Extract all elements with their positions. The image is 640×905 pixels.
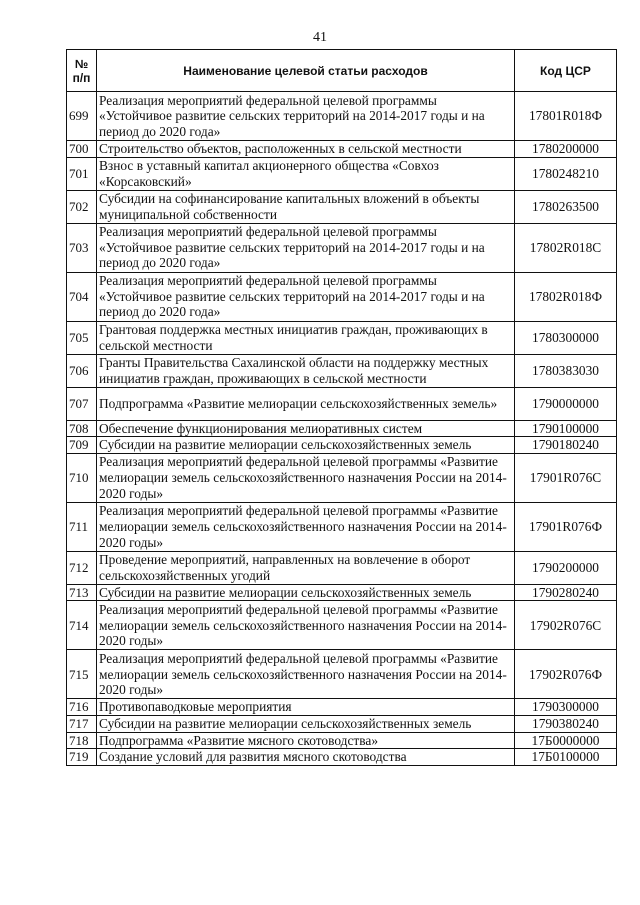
row-code: 17Б0100000: [515, 749, 617, 766]
row-number: 713: [67, 584, 97, 601]
row-name: Гранты Правительства Сахалинской области на поддержку местных инициатив граждан, проживающих в сельской местности: [97, 354, 515, 387]
header-number: № п/п: [67, 50, 97, 92]
table-row: [67, 749, 617, 766]
row-name: Реализация мероприятий федеральной целевой программы «Развитие мелиорации земель сельскохозяйственного назначения России на 2014-2020 годы»: [97, 601, 515, 650]
row-code: 1790000000: [515, 387, 617, 420]
page-number: 41: [313, 30, 327, 45]
row-code: 17902R076Ф: [515, 650, 617, 699]
row-code: 1780300000: [515, 321, 617, 354]
row-number: 705: [67, 321, 97, 354]
row-code: 1780200000: [515, 141, 617, 158]
row-code: 17802R018Ф: [515, 272, 617, 321]
row-number: 715: [67, 650, 97, 699]
row-name: Подпрограмма «Развитие мясного скотоводства»: [97, 732, 515, 749]
row-code: 1780248210: [515, 157, 617, 190]
table-row: [67, 272, 617, 321]
row-number: 716: [67, 699, 97, 716]
row-code: 1790380240: [515, 715, 617, 732]
row-number: 710: [67, 453, 97, 502]
table-row: [67, 223, 617, 272]
row-number: 707: [67, 387, 97, 420]
header-name: Наименование целевой статьи расходов: [97, 50, 515, 92]
row-code: 1780263500: [515, 190, 617, 223]
table-row: [67, 453, 617, 502]
table-row: [67, 420, 617, 437]
table-row: [67, 584, 617, 601]
table-row: [67, 732, 617, 749]
row-number: 699: [67, 92, 97, 141]
row-code: 17901R076Ф: [515, 502, 617, 551]
table-row: [67, 157, 617, 190]
row-name: Субсидии на развитие мелиорации сельскохозяйственных земель: [97, 584, 515, 601]
row-name: Взнос в уставный капитал акционерного общества «Совхоз «Корсаковский»: [97, 157, 515, 190]
row-name: Субсидии на развитие мелиорации сельскохозяйственных земель: [97, 437, 515, 454]
row-number: 706: [67, 354, 97, 387]
table-row: [67, 699, 617, 716]
row-number: 717: [67, 715, 97, 732]
row-number: 702: [67, 190, 97, 223]
row-name: Реализация мероприятий федеральной целевой программы «Развитие мелиорации земель сельскохозяйственного назначения России на 2014-2020 годы»: [97, 453, 515, 502]
row-name: Реализация мероприятий федеральной целевой программы «Устойчивое развитие сельских территорий на 2014-2017 годы и на период до 2020 года»: [97, 92, 515, 141]
table-row: [67, 92, 617, 141]
table-row: [67, 551, 617, 584]
table-row: [67, 715, 617, 732]
row-name: Обеспечение функционирования мелиоративных систем: [97, 420, 515, 437]
table-row: [67, 650, 617, 699]
table-row: [67, 190, 617, 223]
row-code: 1790180240: [515, 437, 617, 454]
row-name: Создание условий для развития мясного скотоводства: [97, 749, 515, 766]
row-code: 17Б0000000: [515, 732, 617, 749]
row-name: Реализация мероприятий федеральной целевой программы «Развитие мелиорации земель сельскохозяйственного назначения России на 2014-2020 годы»: [97, 650, 515, 699]
row-number: 718: [67, 732, 97, 749]
budget-classification-table: [66, 49, 617, 766]
row-name: Реализация мероприятий федеральной целевой программы «Устойчивое развитие сельских территорий на 2014-2017 годы и на период до 2020 года»: [97, 223, 515, 272]
row-code: 17801R018Ф: [515, 92, 617, 141]
table-row: [67, 502, 617, 551]
table-row: [67, 387, 617, 420]
row-number: 709: [67, 437, 97, 454]
row-number: 711: [67, 502, 97, 551]
table-row: [67, 601, 617, 650]
row-name: Строительство объектов, расположенных в сельской местности: [97, 141, 515, 158]
row-code: 1790200000: [515, 551, 617, 584]
row-code: 17802R018С: [515, 223, 617, 272]
row-code: 1790300000: [515, 699, 617, 716]
table-row: [67, 437, 617, 454]
row-code: 1780383030: [515, 354, 617, 387]
row-name: Субсидии на софинансирование капитальных вложений в объекты муниципальной собственности: [97, 190, 515, 223]
row-number: 719: [67, 749, 97, 766]
row-number: 714: [67, 601, 97, 650]
row-name: Противопаводковые мероприятия: [97, 699, 515, 716]
row-name: Реализация мероприятий федеральной целевой программы «Развитие мелиорации земель сельскохозяйственного назначения России на 2014-2020 годы»: [97, 502, 515, 551]
table-header-row: [67, 50, 617, 92]
table-body: [67, 92, 617, 766]
row-code: 17902R076С: [515, 601, 617, 650]
row-number: 708: [67, 420, 97, 437]
header-code: Код ЦСР: [515, 50, 617, 92]
row-name: Реализация мероприятий федеральной целевой программы «Устойчивое развитие сельских территорий на 2014-2017 годы и на период до 2020 года»: [97, 272, 515, 321]
row-name: Подпрограмма «Развитие мелиорации сельскохозяйственных земель»: [97, 387, 515, 420]
row-number: 703: [67, 223, 97, 272]
row-number: 701: [67, 157, 97, 190]
row-number: 700: [67, 141, 97, 158]
row-name: Проведение мероприятий, направленных на вовлечение в оборот сельскохозяйственных угодий: [97, 551, 515, 584]
row-code: 1790100000: [515, 420, 617, 437]
table-row: [67, 141, 617, 158]
table-row: [67, 354, 617, 387]
row-number: 712: [67, 551, 97, 584]
table-row: [67, 321, 617, 354]
row-name: Грантовая поддержка местных инициатив граждан, проживающих в сельской местности: [97, 321, 515, 354]
row-code: 17901R076С: [515, 453, 617, 502]
row-number: 704: [67, 272, 97, 321]
row-name: Субсидии на развитие мелиорации сельскохозяйственных земель: [97, 715, 515, 732]
row-code: 1790280240: [515, 584, 617, 601]
